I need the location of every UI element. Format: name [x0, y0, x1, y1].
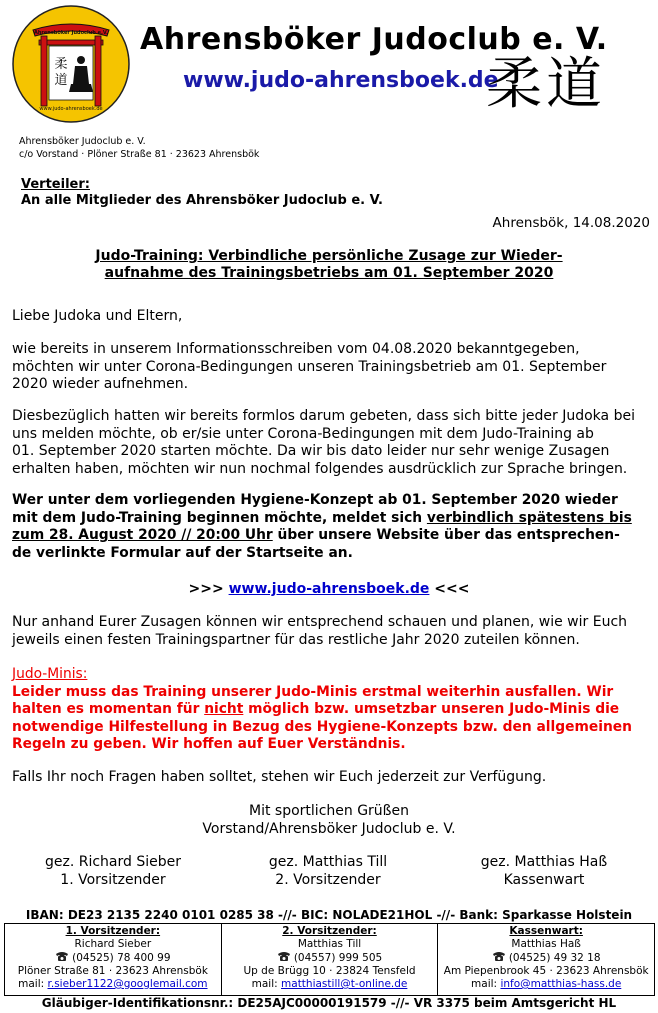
contact-phone-row	[438, 951, 654, 965]
signature-role: 2. Vorsitzender	[275, 871, 381, 888]
contact-mail-row	[222, 978, 438, 991]
contact-name: Matthias Till	[297, 938, 362, 950]
creditor-id-line: Gläubiger-Identifikationsnr.: DE25AJC00000191579 -//- VR 3375 beim Amtsgericht HL	[41, 996, 617, 1010]
signature-name: gez. Richard Sieber	[44, 854, 181, 870]
arrows-right: <<<	[429, 581, 470, 597]
contact-address: Am Piepenbrook 45 · 23623 Ahrensbök	[443, 965, 649, 977]
registration-paragraph	[12, 492, 632, 562]
registration-line-2	[12, 510, 632, 528]
judo-minis-line-2	[12, 701, 632, 719]
contact-phone: (04525) 78 400 99	[72, 952, 171, 964]
judo-minis-section	[12, 666, 632, 754]
contact-email-link[interactable]: matthiastill@t-online.de	[281, 978, 408, 990]
contact-role: 2. Vorsitzender:	[282, 925, 377, 937]
phone-icon	[277, 951, 291, 962]
recipient-text: An alle Mitglieder des Ahrensböker Judoclub e. V.	[21, 193, 383, 208]
mail-label: mail:	[251, 978, 278, 990]
signature-block	[430, 854, 658, 889]
contact-email-link[interactable]: r.sieber1122@googlemail.com	[47, 978, 208, 990]
header-website-link[interactable]: www.judo-ahrensboek.de	[183, 68, 499, 93]
contact-phone: (04557) 999 505	[293, 952, 383, 964]
signature-role: Kassenwart	[503, 871, 585, 888]
contact-email-link[interactable]: info@matthias-hass.de	[500, 978, 622, 990]
registration-text: mit dem Judo-Training beginnen möchte, meldet sich	[12, 509, 427, 526]
club-title: Ahrensböker Judoclub e. V.	[140, 22, 608, 57]
phone-icon	[492, 951, 506, 962]
contact-address: Plöner Straße 81 · 23623 Ahrensbök	[17, 965, 208, 977]
contact-phone-row	[5, 951, 221, 965]
judo-minis-line-4: Regeln zu geben. Wir hoffen auf Euer Verständnis.	[12, 736, 406, 752]
closing-line-2: Vorstand/Ahrensböker Judoclub e. V.	[202, 821, 456, 837]
contact-phone: (04525) 49 32 18	[508, 952, 601, 964]
mail-label: mail:	[18, 978, 45, 990]
registration-line-1: Wer unter dem vorliegenden Hygiene-Konzept ab 01. September 2020 wieder	[12, 492, 618, 508]
judo-minis-line-1: Leider muss das Training unserer Judo-Minis erstmal weiterhin ausfallen. Wir	[12, 683, 614, 700]
arrows-left: >>>	[188, 581, 229, 597]
contact-role: Kassenwart:	[509, 925, 583, 937]
judo-minis-text: möglich bzw. umsetzbar unseren Judo-Minis die	[243, 701, 620, 717]
contact-mail-row	[5, 978, 221, 991]
signature-role: 1. Vorsitzender	[60, 871, 166, 888]
contact-cell	[5, 924, 222, 995]
subject-line-2: aufnahme des Trainingsbetriebs am 01. September 2020	[104, 265, 554, 281]
paragraph-2	[12, 408, 635, 478]
mail-label: mail:	[471, 978, 498, 990]
paragraph-2-line: Diesbezüglich hatten wir bereits formlos darum gebeten, dass sich bitte jeder Judoka bei	[12, 408, 635, 424]
registration-line-3	[12, 527, 632, 545]
paragraph-4	[12, 614, 627, 649]
logo-text-bottom: www.judo-ahrensboek.de	[39, 106, 103, 112]
paragraph-2-line: erhalten haben, möchten wir nun nochmal folgendes ausdrücklich zur Sprache bringen.	[12, 460, 628, 477]
paragraph-2-line: uns melden möchte, ob er/sie unter Corona-Bedingungen mit dem Judo-Training ab	[12, 425, 594, 442]
contact-mail-row	[438, 978, 654, 991]
sender-line-2: c/o Vorstand · Plöner Straße 81 · 23623 Ahrensbök	[19, 149, 260, 160]
subject-line-1: Judo-Training: Verbindliche persönliche Zusage zur Wieder-	[95, 248, 563, 264]
svg-text:柔: 柔	[54, 57, 68, 72]
contact-role: 1. Vorsitzender:	[65, 925, 161, 937]
judo-minis-text: halten es momentan für	[12, 701, 205, 717]
signature-name: gez. Matthias Haß	[480, 854, 608, 870]
contact-table	[4, 923, 655, 996]
letter-date: Ahrensbök, 14.08.2020	[492, 215, 650, 231]
paragraph-1-line: möchten wir unter Corona-Bedingungen unseren Trainingsbetrieb am 01. September	[12, 358, 607, 375]
deadline-text: verbindlich spätestens bis	[426, 509, 632, 526]
svg-text:道: 道	[54, 73, 68, 88]
paragraph-1-line: wie bereits in unserem Informationsschreiben vom 04.08.2020 bekanntgegeben,	[12, 341, 580, 357]
questions-text: Falls Ihr noch Fragen haben solltet, stehen wir Euch jederzeit zur Verfügung.	[12, 769, 547, 785]
signatures	[0, 854, 658, 889]
contact-name: Richard Sieber	[74, 938, 152, 950]
website-link-line	[0, 581, 658, 599]
judo-minis-heading: Judo-Minis:	[12, 666, 88, 682]
website-link[interactable]: www.judo-ahrensboek.de	[228, 581, 430, 597]
contact-address: Up de Brügg 10 · 23824 Tensfeld	[243, 965, 416, 977]
judo-minis-emphasis: nicht	[204, 701, 244, 717]
contact-cell	[438, 924, 654, 995]
deadline-date: zum 28. August 2020 // 20:00 Uhr	[12, 527, 273, 543]
contact-name: Matthias Haß	[511, 938, 581, 950]
salutation: Liebe Judoka und Eltern,	[12, 308, 183, 324]
judo-kanji: 柔道	[486, 52, 606, 117]
contact-phone-row	[222, 951, 438, 965]
judo-minis-line-3: notwendige Hilfestellung in Bezug des Hygiene-Konzepts bzw. den allgemeinen	[12, 718, 632, 735]
phone-icon	[55, 951, 69, 962]
recipient-label: Verteiler:	[21, 177, 90, 192]
sender-line-1: Ahrensböker Judoclub e. V.	[19, 136, 146, 147]
paragraph-2-line: 01. September 2020 starten möchte. Da wir bis dato leider nur sehr wenige Zusagen	[12, 443, 610, 459]
signature-block	[226, 854, 430, 889]
logo-text-top: Ahrensböker Judoclub e.V.	[33, 30, 109, 36]
closing-line-1: Mit sportlichen Grüßen	[249, 803, 409, 819]
signature-name: gez. Matthias Till	[268, 854, 388, 870]
paragraph-1-line: 2020 wieder aufnehmen.	[12, 376, 189, 392]
paragraph-4-line: jeweils einen festen Trainingspartner für das restliche Jahr 2020 zuteilen können.	[12, 631, 580, 648]
paragraph-4-line: Nur anhand Eurer Zusagen können wir entsprechend schauen und planen, wie wir Euch	[12, 614, 628, 630]
club-logo	[11, 4, 131, 124]
registration-text: über unsere Website über das entsprechen-	[272, 527, 620, 543]
contact-cell	[222, 924, 439, 995]
signature-block	[0, 854, 226, 889]
paragraph-1	[12, 341, 606, 394]
registration-line-4: de verlinkte Formular auf der Startseite an.	[12, 544, 353, 561]
bank-details: IBAN: DE23 2135 2240 0101 0285 38 -//- BIC: NOLADE21HOL -//- Bank: Sparkasse Holstein	[25, 908, 633, 922]
